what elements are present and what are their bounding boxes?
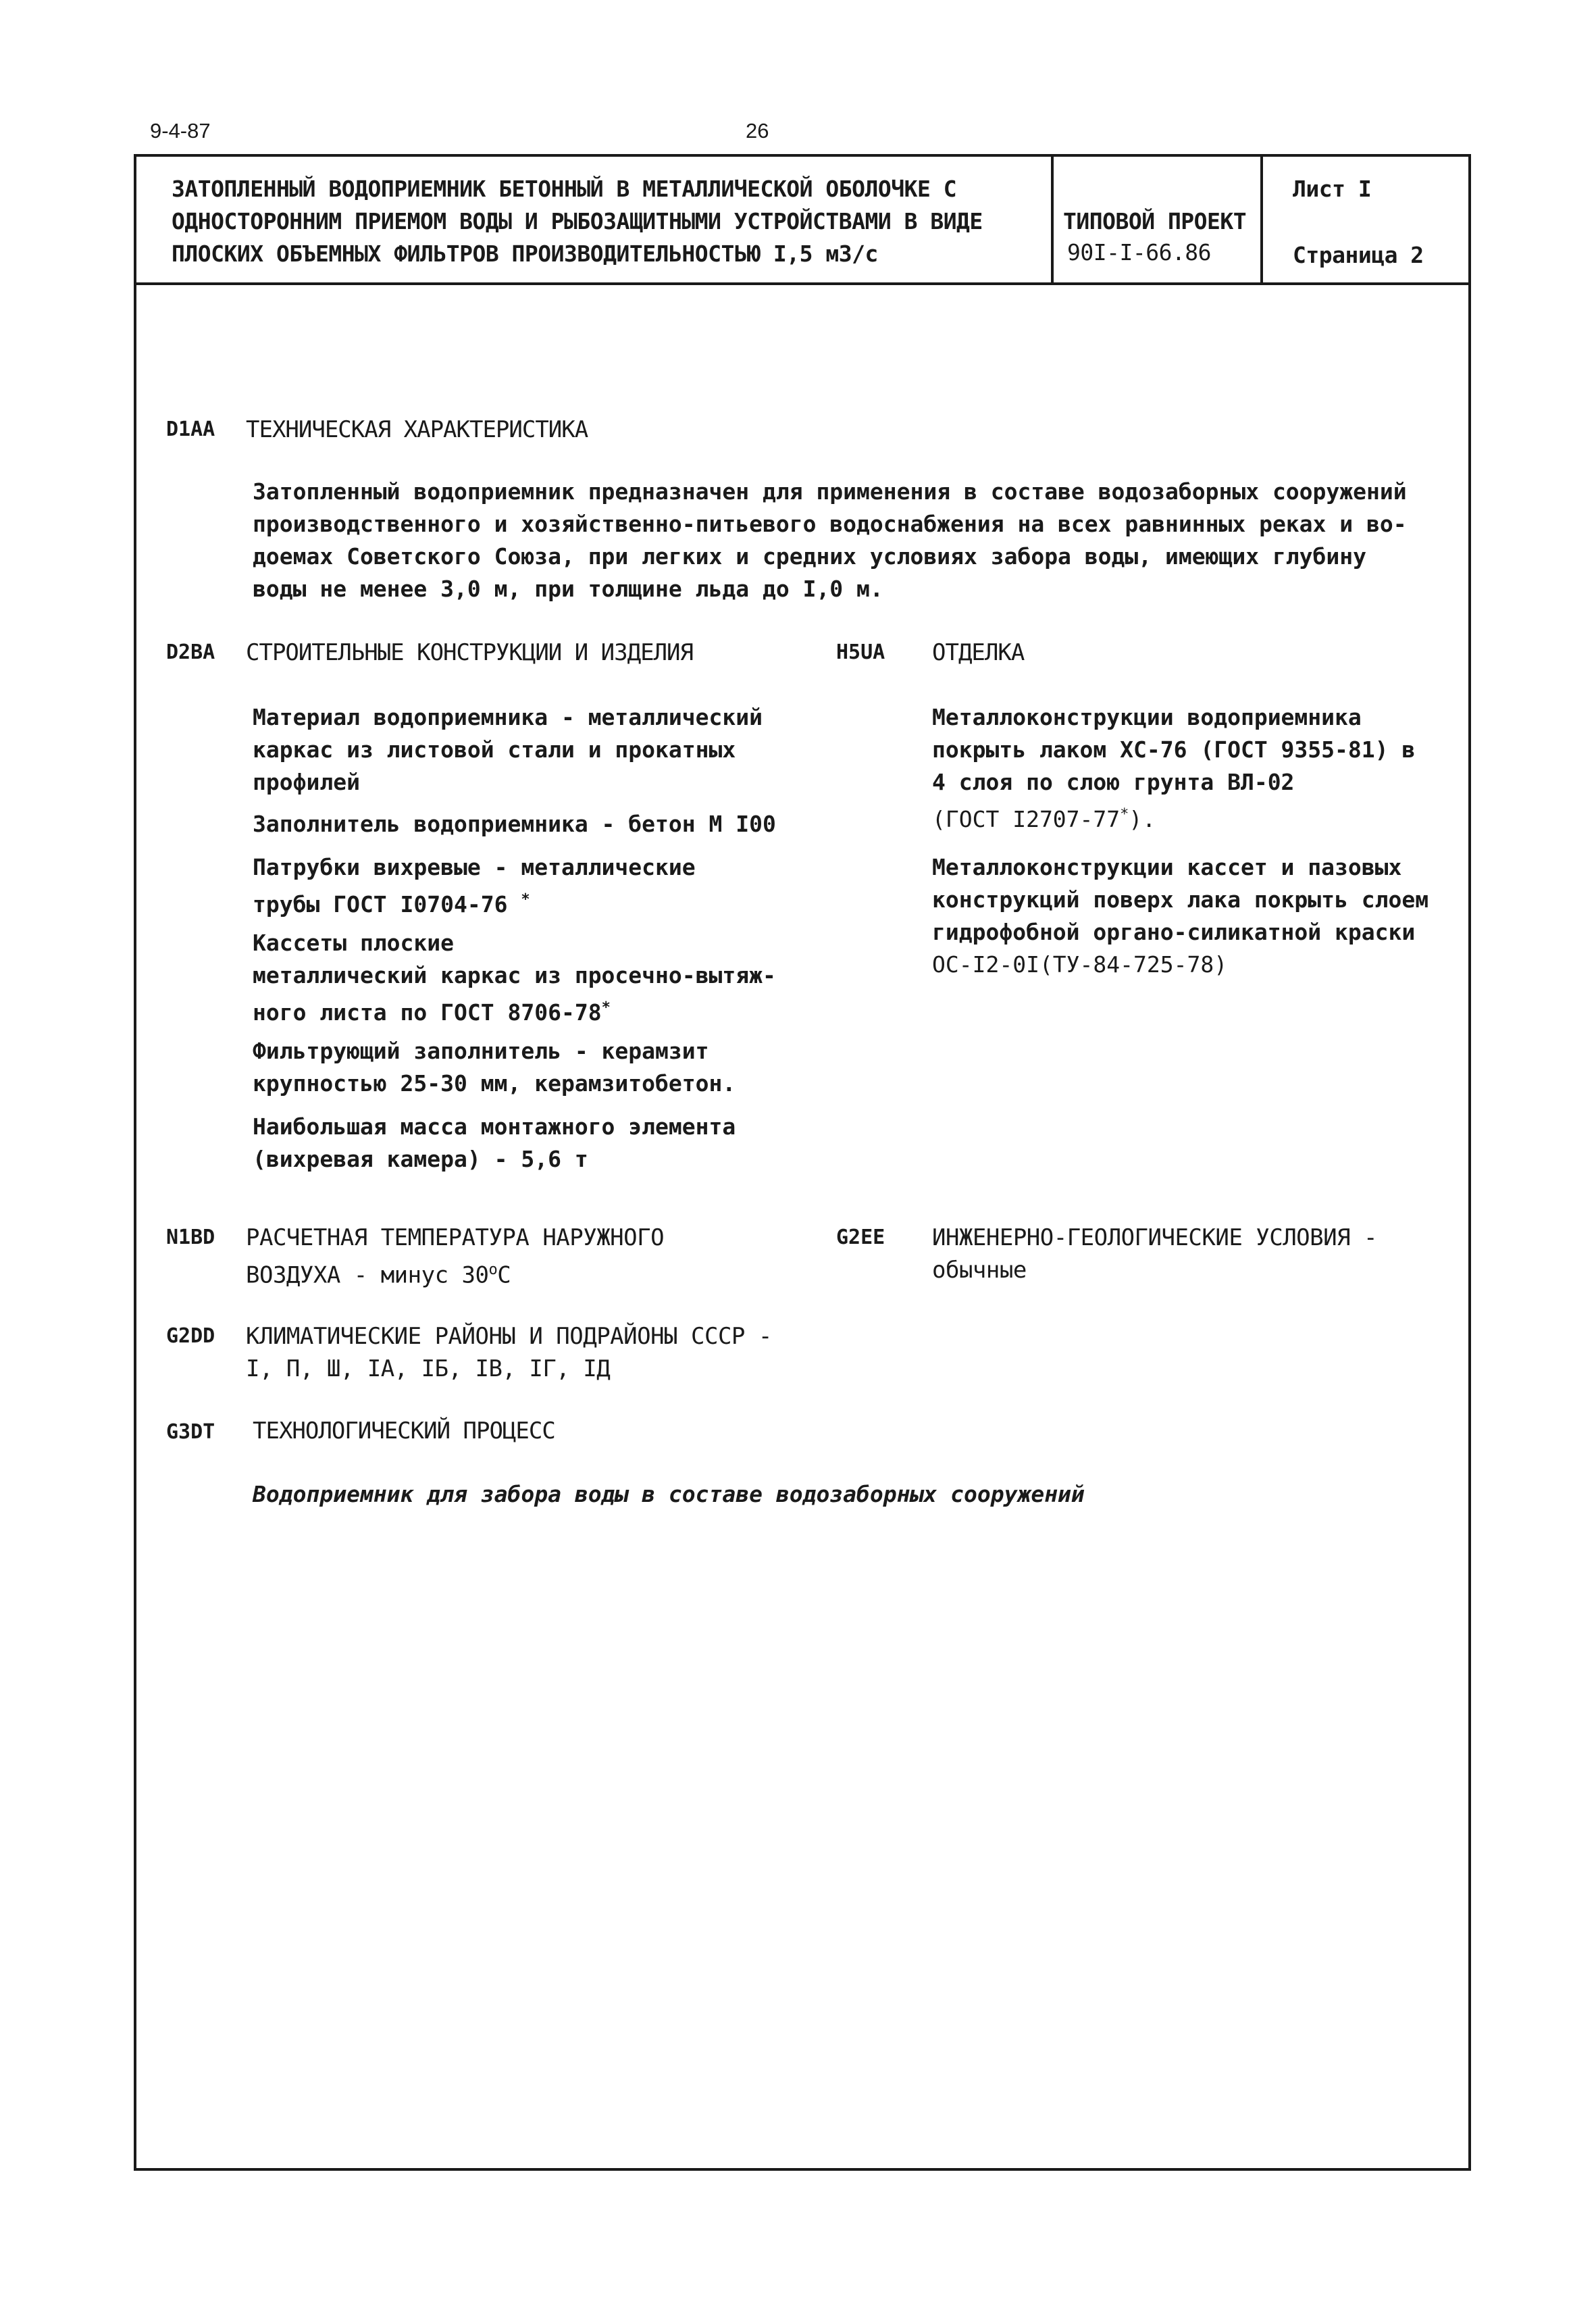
finish-cassettes: Металлоконструкции кассет и пазовых конструкций поверх лака покрыть слоем гидрофобной органо-силикатной краски ОС-I2-0I(ТУ-84-725-78)	[932, 854, 1429, 978]
sheet-cell	[1263, 157, 1471, 285]
page-number: 26	[746, 119, 769, 143]
document-frame	[134, 154, 1471, 2171]
construction-heading: СТРОИТЕЛЬНЫЕ КОНСТРУКЦИИ И ИЗДЕЛИЯ	[246, 639, 693, 666]
construction-pipes: Патрубки вихревые - металлические трубы ГОСТ I0704-76 *	[253, 854, 696, 917]
climate-text: КЛИМАТИЧЕСКИЕ РАЙОНЫ И ПОДРАЙОНЫ СССР - I, П, Ш, IА, IБ, IВ, IГ, IД	[246, 1323, 772, 1382]
title-line-3: ПЛОСКИХ ОБЪЕМНЫХ ФИЛЬТРОВ ПРОИЗВОДИТЕЛЬНОСТЬЮ I,5 м3/с	[172, 241, 878, 267]
construction-max-mass: Наибольшая масса монтажного элемента (вихревая камера) - 5,6 т	[253, 1113, 736, 1172]
tech-description: Затопленный водоприемник предназначен для применения в составе водозаборных сооружений производственного и хозяйственно-питьевого водоснабжения на всех равнинных реках и во- доемах Советского Союза, при легких и средних условиях забора воды, имеющих глубину воды не менее 3,0 м, при толщине льда до I,0 м.	[253, 478, 1407, 602]
section-code-construction: D2BA	[166, 640, 215, 664]
document-code: 9-4-87	[150, 119, 211, 143]
process-description: Водоприемник для забора воды в составе водозаборных сооружений	[253, 1481, 1085, 1507]
construction-cassettes: Кассеты плоские металлический каркас из просечно-вытяж- ного листа по ГОСТ 8706-78*	[253, 930, 776, 1026]
sheet-number: Лист I	[1293, 176, 1372, 202]
section-code-process: G3DT	[166, 1420, 215, 1444]
geology-text: ИНЖЕНЕРНО-ГЕОЛОГИЧЕСКИЕ УСЛОВИЯ - обычные	[932, 1224, 1378, 1284]
page-label: Страница 2	[1293, 242, 1424, 268]
construction-filler: Заполнитель водоприемника - бетон М I00	[253, 811, 776, 837]
tech-heading: ТЕХНИЧЕСКАЯ ХАРАКТЕРИСТИКА	[246, 416, 588, 443]
section-code-finish: H5UA	[836, 640, 885, 664]
project-number: 90I-I-66.86	[1067, 239, 1212, 266]
title-line-2: ОДНОСТОРОННИМ ПРИЕМОМ ВОДЫ И РЫБОЗАЩИТНЫМИ УСТРОЙСТВАМИ В ВИДЕ	[172, 208, 983, 234]
finish-coating: Металлоконструкции водоприемника покрыть лаком ХС-76 (ГОСТ 9355-81) в 4 слоя по слою грунта ВЛ-02 (ГОСТ I2707-77*).	[932, 704, 1416, 832]
temperature-text: РАСЧЕТНАЯ ТЕМПЕРАТУРА НАРУЖНОГО ВОЗДУХА - минус $30^оС$	[246, 1224, 665, 1289]
title-line-1: ЗАТОПЛЕННЫЙ ВОДОПРИЕМНИК БЕТОННЫЙ В МЕТАЛЛИЧЕСКОЙ ОБОЛОЧКЕ С	[172, 176, 957, 202]
project-cell	[1054, 157, 1263, 285]
title-cell	[136, 157, 1054, 285]
process-heading: ТЕХНОЛОГИЧЕСКИЙ ПРОЦЕСС	[253, 1417, 555, 1444]
section-code-tech: D1AA	[166, 418, 215, 441]
section-code-temperature: N1BD	[166, 1226, 215, 1249]
section-code-geology: G2EE	[836, 1226, 885, 1249]
project-label: ТИПОВОЙ ПРОЕКТ	[1063, 208, 1247, 234]
section-code-climate: G2DD	[166, 1324, 215, 1348]
construction-filter-filler: Фильтрующий заполнитель - керамзит крупностью 25-30 мм, керамзитобетон.	[253, 1038, 736, 1097]
construction-material: Материал водоприемника - металлический каркас из листовой стали и прокатных профилей	[253, 704, 763, 795]
finish-heading: ОТДЕЛКА	[932, 639, 1025, 666]
